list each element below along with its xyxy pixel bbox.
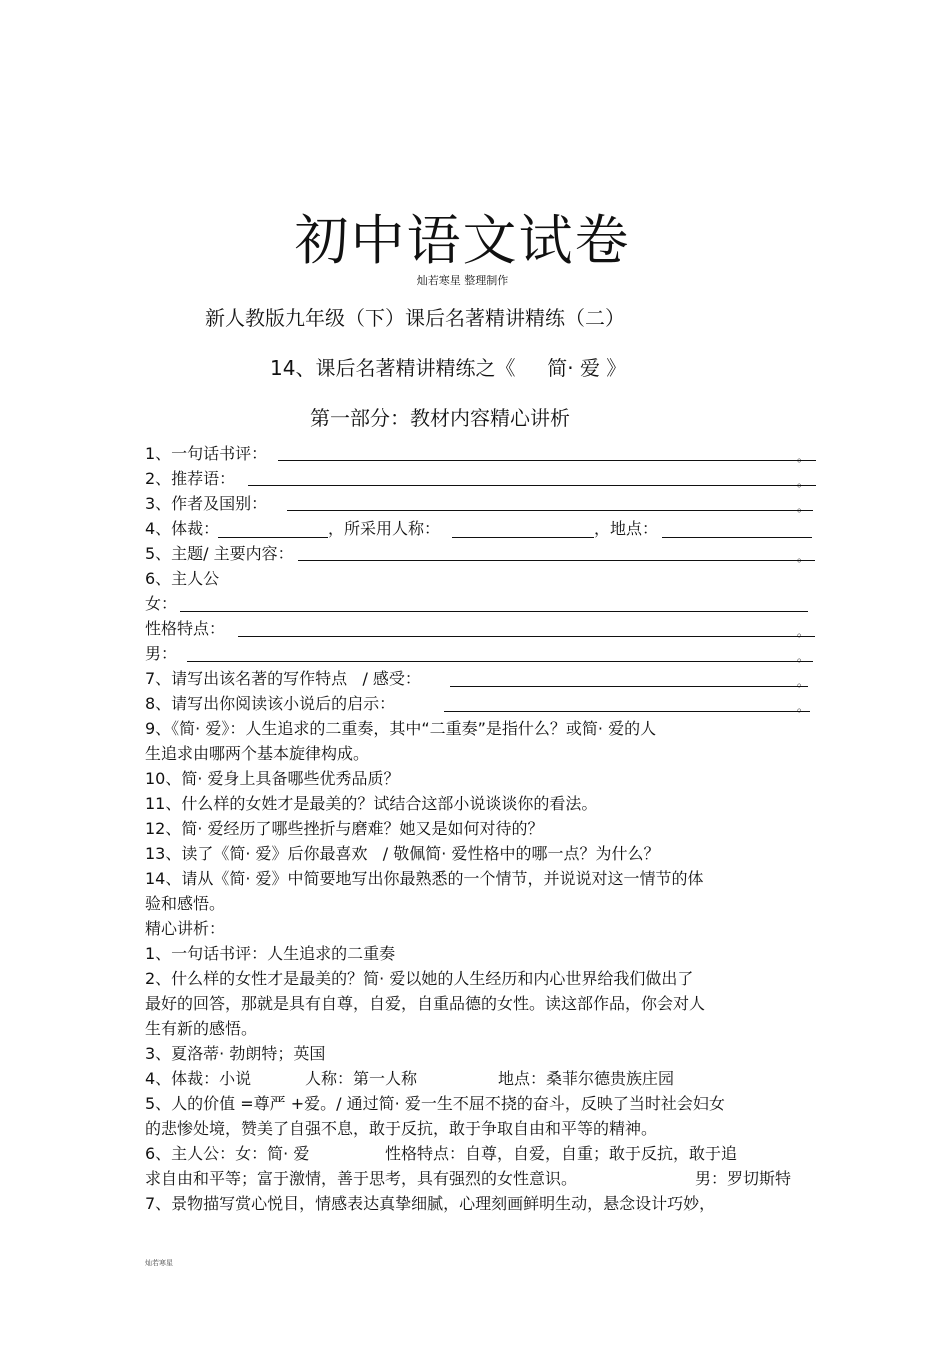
question-10: 10、简· 爱身上具备哪些优秀品质？ bbox=[145, 769, 400, 788]
question-6-female: 女： bbox=[145, 594, 178, 613]
answer-2-line3: 生有新的感悟。 bbox=[145, 1019, 258, 1038]
answer-6-trait: 性格特点：自尊，自爱，自重；敢于反抗，敢于追 bbox=[385, 1144, 738, 1163]
question-9-line2: 生追求由哪两个基本旋律构成。 bbox=[145, 744, 370, 763]
period-mark: 。 bbox=[797, 675, 810, 689]
answer-blank-genre[interactable] bbox=[218, 537, 328, 538]
period-mark: 。 bbox=[797, 450, 810, 464]
answer-2-line1: 2、什么样的女性才是最美的？简· 爱以她的人生经历和内心世界给我们做出了 bbox=[145, 969, 694, 988]
answer-4-place: 地点：桑菲尔德贵族庄园 bbox=[498, 1069, 675, 1088]
answer-blank-male[interactable] bbox=[187, 661, 813, 662]
answer-7: 7、景物描写赏心悦目，情感表达真挚细腻，心理刻画鲜明生动，悬念设计巧妙， bbox=[145, 1194, 716, 1213]
question-14-line1: 14、请从《简· 爱》中简要地写出你最熟悉的一个情节，并说说对这一情节的体 bbox=[145, 869, 704, 888]
lesson-title: 14、课后名著精讲精练之《 简· 爱 》 bbox=[270, 356, 627, 380]
answer-blank-female[interactable] bbox=[180, 611, 808, 612]
question-9-line1: 9、《简· 爱》：人生追求的二重奏，其中“二重奏”是指什么？或简· 爱的人 bbox=[145, 719, 657, 738]
question-6-trait: 性格特点： bbox=[145, 619, 226, 638]
part-heading: 第一部分：教材内容精心讲析 bbox=[310, 406, 570, 430]
question-8: 8、请写出你阅读该小说后的启示： bbox=[145, 694, 396, 713]
answer-1: 1、一句话书评：人生追求的二重奏 bbox=[145, 944, 396, 963]
answer-6-line2: 求自由和平等；富于激情，善于思考，具有强烈的女性意识。 bbox=[145, 1169, 578, 1188]
question-14-line2: 验和感悟。 bbox=[145, 894, 226, 913]
answer-5-line2: 的悲惨处境，赞美了自强不息，敢于反抗，敢于争取自由和平等的精神。 bbox=[145, 1119, 658, 1138]
question-1: 1、一句话书评： bbox=[145, 444, 268, 463]
exam-title: 初中语文试卷 bbox=[294, 209, 631, 272]
period-mark: 。 bbox=[797, 475, 810, 489]
author-line: 灿若寒星 整理制作 bbox=[416, 274, 509, 287]
answers-heading: 精心讲析： bbox=[145, 919, 226, 938]
question-4-person: ，所采用人称： bbox=[328, 519, 441, 538]
question-4-place: ，地点： bbox=[594, 519, 659, 538]
answer-6-male: 男：罗切斯特 bbox=[695, 1169, 792, 1188]
answer-4-person: 人称：第一人称 bbox=[305, 1069, 418, 1088]
answer-blank-trait[interactable] bbox=[238, 636, 815, 637]
question-2: 2、推荐语： bbox=[145, 469, 236, 488]
question-13: 13、读了《简· 爱》后你最喜欢 / 敬佩简· 爱性格中的哪一点？为什么？ bbox=[145, 844, 660, 863]
answer-blank-2[interactable] bbox=[248, 485, 816, 486]
question-7: 7、请写出该名著的写作特点 / 感受： bbox=[145, 669, 421, 688]
answer-2-line2: 最好的回答，那就是具有自尊，自爱，自重品德的女性。读这部作品，你会对人 bbox=[145, 994, 706, 1013]
answer-blank-3[interactable] bbox=[287, 510, 813, 511]
page-footer: 灿若寒星 bbox=[145, 1259, 173, 1267]
answer-blank-person[interactable] bbox=[452, 537, 594, 538]
question-3: 3、作者及国别： bbox=[145, 494, 268, 513]
answer-blank-1[interactable] bbox=[278, 460, 816, 461]
question-5: 5、主题/ 主要内容： bbox=[145, 544, 294, 563]
answer-3: 3、夏洛蒂· 勃朗特；英国 bbox=[145, 1044, 326, 1063]
answer-4-genre: 4、体裁：小说 bbox=[145, 1069, 252, 1088]
question-6: 6、主人公 bbox=[145, 569, 220, 588]
question-4-genre: 4、体裁： bbox=[145, 519, 220, 538]
answer-blank-7[interactable] bbox=[450, 686, 808, 687]
period-mark: 。 bbox=[797, 500, 810, 514]
answer-blank-8[interactable] bbox=[444, 711, 810, 712]
period-mark: 。 bbox=[797, 700, 810, 714]
answer-6-female: 6、主人公：女：简· 爱 bbox=[145, 1144, 310, 1163]
answer-5-line1: 5、人的价值 =尊严 +爱。/ 通过简· 爱一生不屈不挠的奋斗，反映了当时社会妇女 bbox=[145, 1094, 725, 1113]
question-11: 11、什么样的女姓才是最美的？试结合这部小说谈谈你的看法。 bbox=[145, 794, 598, 813]
period-mark: 。 bbox=[797, 550, 810, 564]
period-mark: 。 bbox=[797, 625, 810, 639]
period-mark: 。 bbox=[797, 650, 810, 664]
answer-blank-5[interactable] bbox=[298, 560, 815, 561]
question-12: 12、简· 爱经历了哪些挫折与磨难？她又是如何对待的？ bbox=[145, 819, 544, 838]
question-6-male: 男： bbox=[145, 644, 178, 663]
subtitle: 新人教版九年级（下）课后名著精讲精练（二） bbox=[205, 306, 625, 330]
answer-blank-place[interactable] bbox=[662, 537, 812, 538]
